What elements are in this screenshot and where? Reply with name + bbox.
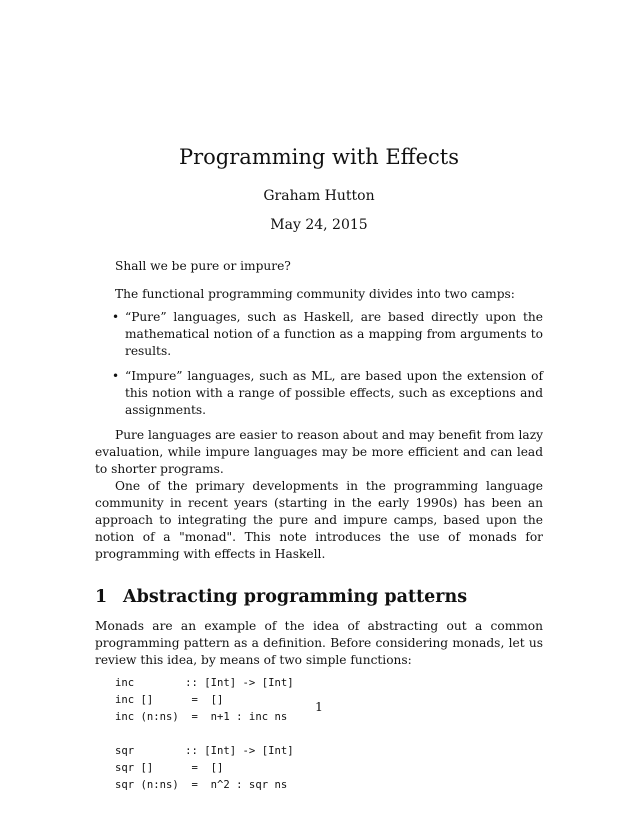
intro-camps-sentence: The functional programming community divides into two camps: xyxy=(115,287,515,301)
bullet-text: “Impure” languages, such as ML, are based upon the extension of this notion with a range of possible effects, such as exceptions and assignments. xyxy=(125,369,543,417)
code-line: inc [] = [] xyxy=(115,694,224,706)
code-line: sqr (n:ns) = n^2 : sqr ns xyxy=(115,779,288,791)
code-block xyxy=(115,675,543,794)
list-item xyxy=(95,309,543,360)
code-line: sqr [] = [] xyxy=(115,762,224,774)
section-heading xyxy=(95,585,543,609)
intro-question: Shall we be pure or impure? xyxy=(115,259,291,273)
bullet-text: “Pure” languages, such as Haskell, are based directly upon the mathematical notion of a function as a mapping from arguments to results. xyxy=(125,310,543,358)
page-number: 1 xyxy=(315,699,323,714)
paper-author: Graham Hutton xyxy=(263,188,375,204)
section-title: Abstracting programming patterns xyxy=(123,587,468,607)
code-line xyxy=(115,726,543,743)
code-line: inc (n:ns) = n+1 : inc ns xyxy=(115,711,288,723)
paper-date: May 24, 2015 xyxy=(270,217,368,233)
paragraph-pure-vs-impure: Pure languages are easier to reason about and may benefit from lazy evaluation, while impure languages may be more efficient and can lead to shorter programs. xyxy=(95,428,543,476)
code-line: sqr :: [Int] -> [Int] xyxy=(115,745,294,757)
list-item xyxy=(95,368,543,419)
bullet-icon: • xyxy=(112,369,120,383)
camps-list xyxy=(95,309,543,419)
bullet-icon: • xyxy=(112,310,120,324)
section-number: 1 xyxy=(95,587,108,607)
section-paragraph: Monads are an example of the idea of abstracting out a common programming pattern as a definition. Before considering monads, let us review this idea, by means of two simple functions: xyxy=(95,619,543,667)
paragraph-monads-intro: One of the primary developments in the programming language community in recent years (starting in the early 1990s) has been an approach to integrating the pure and impure camps, based upon the notion of a "monad". This note introduces the use of monads for programming with effects in Haskell. xyxy=(95,479,543,561)
paper-title: Programming with Effects xyxy=(179,145,459,169)
code-line: inc :: [Int] -> [Int] xyxy=(115,677,294,689)
